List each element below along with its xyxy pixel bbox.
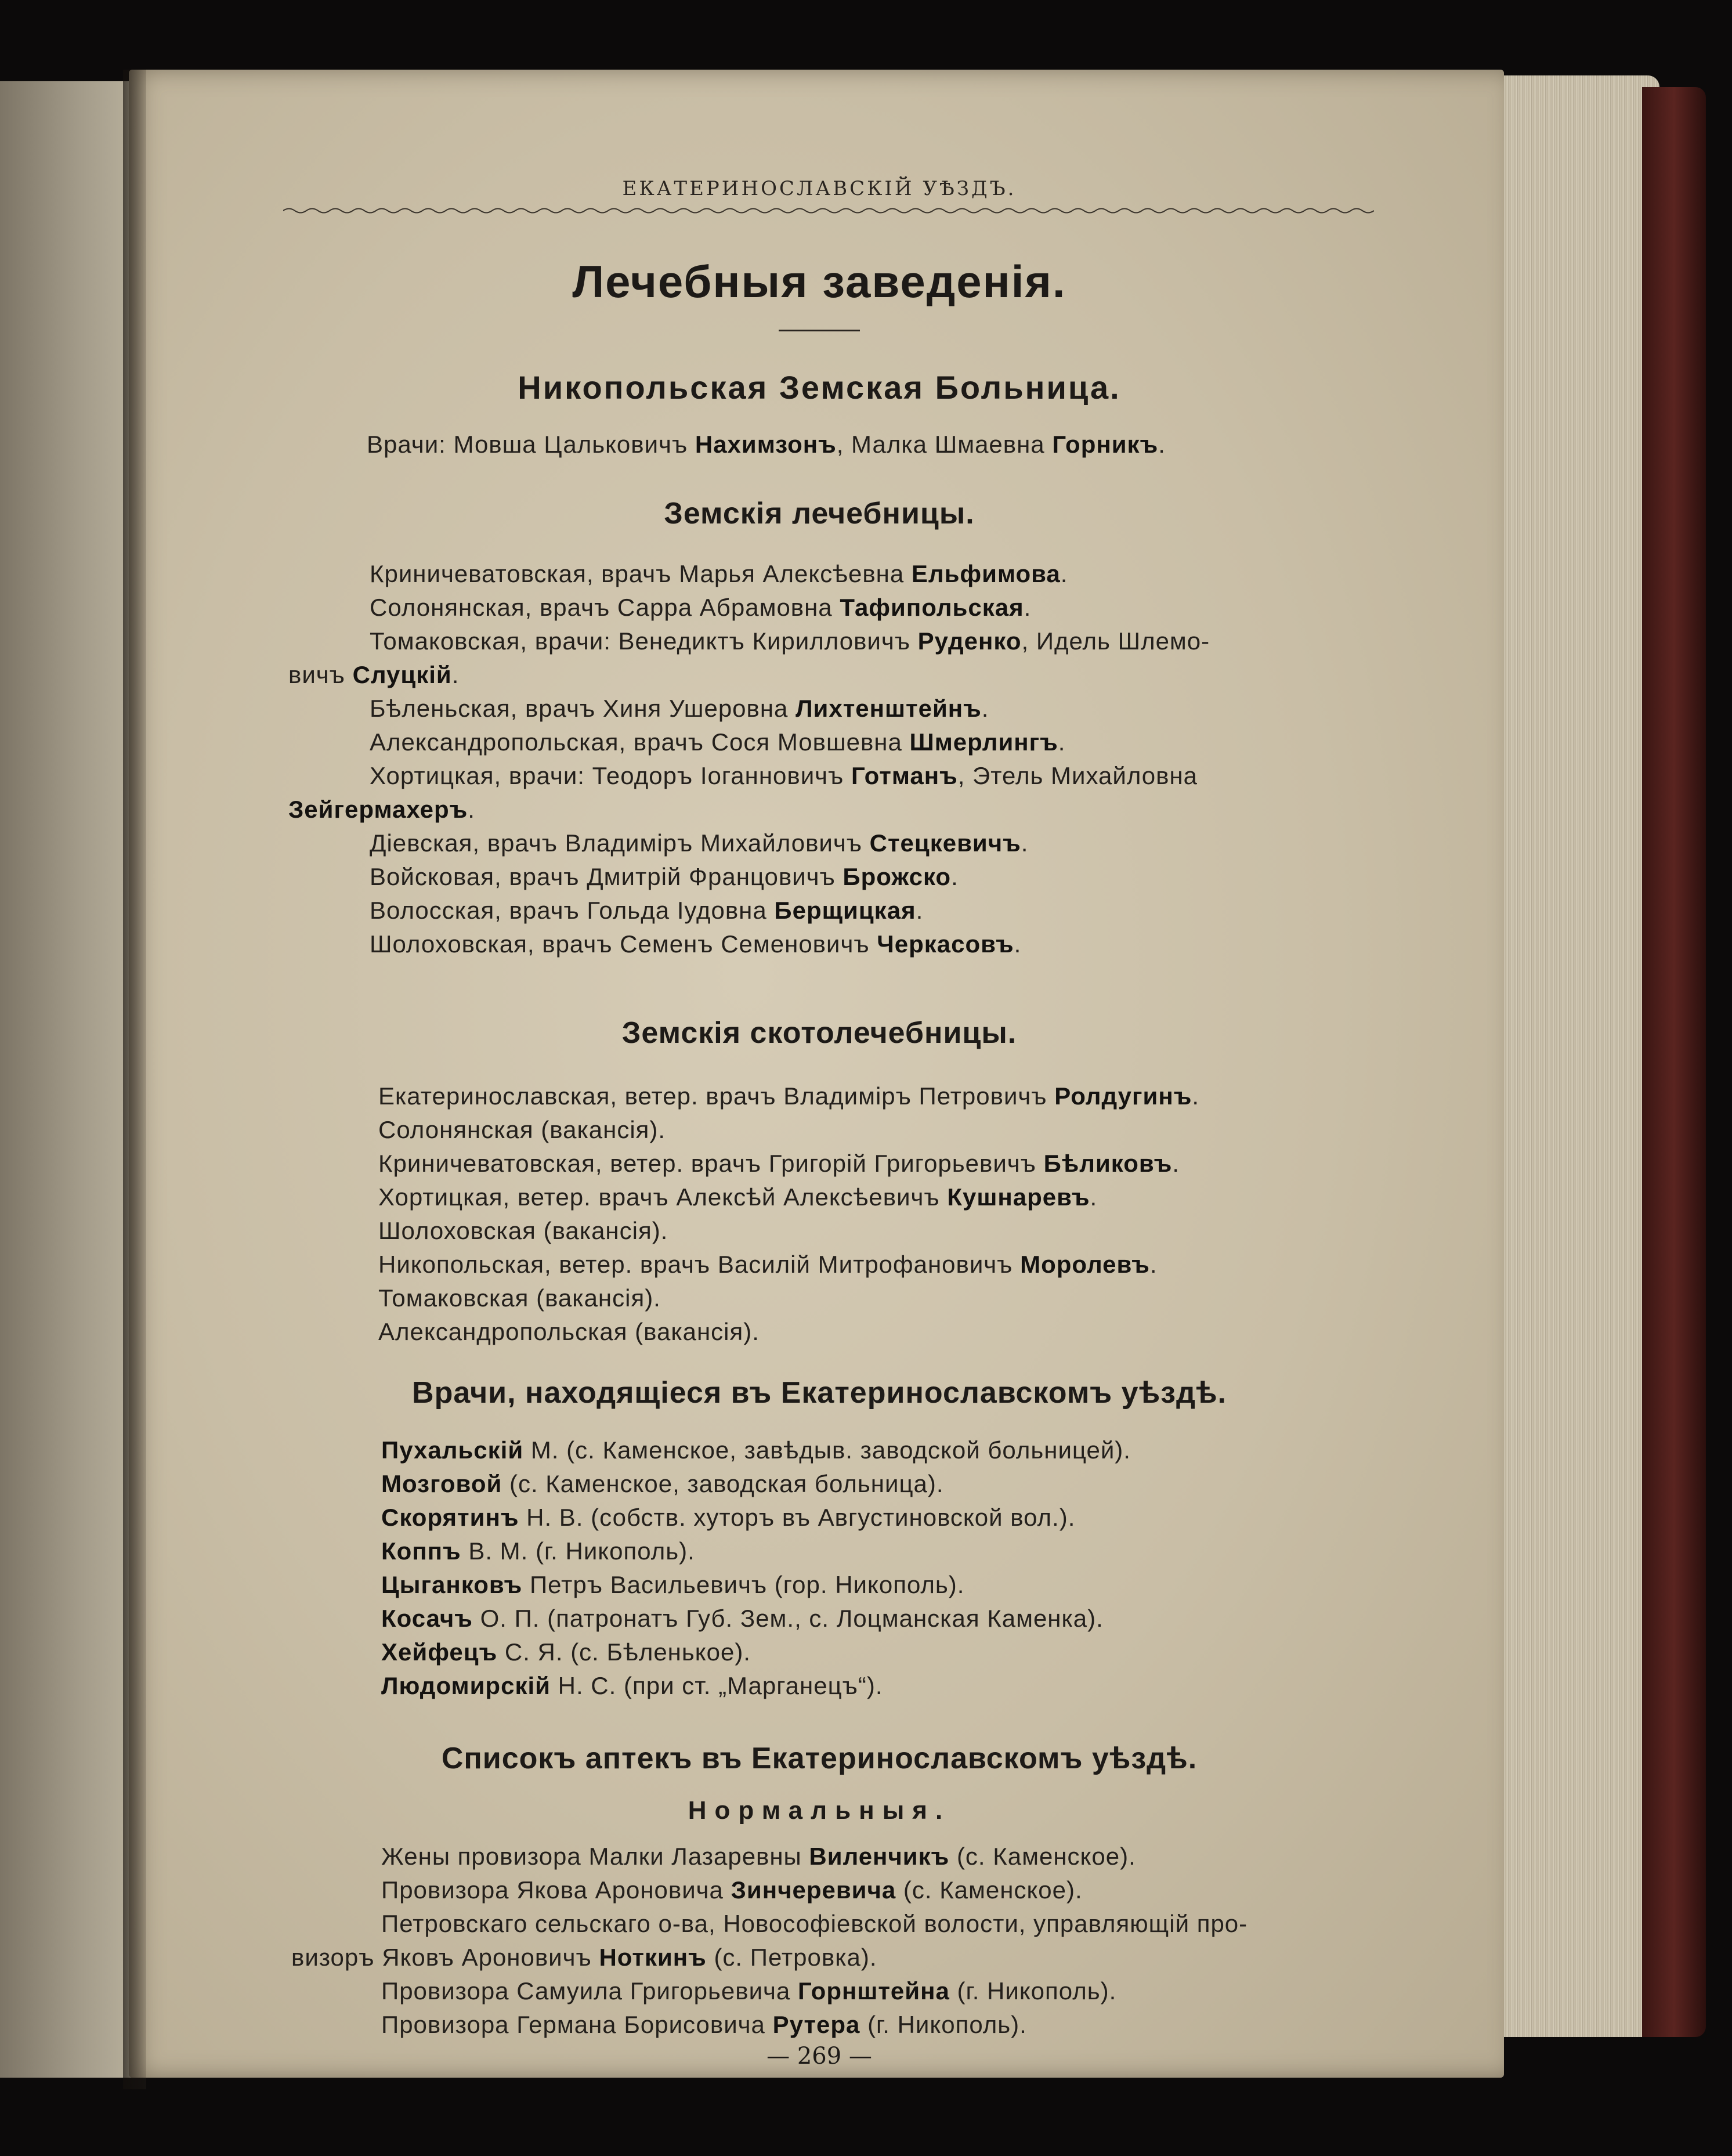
pharmacies-heading: Списокъ аптекъ въ Екатеринославскомъ уѣздѣ. [441,1742,1198,1775]
list-item: Діевская, врачъ Владиміръ Михайловичъ Стецкевичъ. [370,829,1029,857]
list-item: Людомирскій Н. С. (при ст. „Марганецъ“). [381,1672,883,1699]
list-item: Никопольская, ветер. врачъ Василій Митрофановичъ Моролевъ. [378,1251,1158,1278]
pharmacies-subheading: Нормальныя. [688,1796,951,1825]
vet-heading: Земскія скотолечебницы. [621,1016,1017,1050]
book-cover [1642,87,1706,2037]
list-item: Криничеватовская, ветер. врачъ Григорій Григорьевичъ Бѣликовъ. [378,1150,1180,1177]
list-item: Александропольская, врачъ Сося Мовшевна Шмерлингъ. [370,728,1066,756]
list-item: Провизора Якова Ароновича Зинчеревича (с. Каменское). [381,1876,1083,1904]
list-item: Мозговой (с. Каменское, заводская больница). [381,1470,944,1497]
list-item: Зейгермахеръ. [288,796,475,823]
list-item: Косачъ О. П. (патронатъ Губ. Зем., с. Лоцманская Каменка). [381,1605,1104,1632]
list-item: Войсковая, врачъ Дмитрій Францовичъ Брожско. [370,863,959,890]
list-item: Жены провизора Малки Лазаревны Виленчикъ (с. Каменское). [381,1843,1136,1870]
list-item: Цыганковъ Петръ Васильевичъ (гор. Никополь). [381,1571,965,1598]
wavy-rule [283,207,1374,215]
list-item: Шолоховская, врачъ Семенъ Семеновичъ Черкасовъ. [370,930,1022,958]
list-item: Солонянская, врачъ Сарра Абрамовна Тафипольская. [370,594,1032,621]
hospital-heading: Никопольская Земская Больница. [518,369,1121,406]
list-item: Томаковская, врачи: Венедиктъ Кирилловичъ Руденко, Идель Шлемо- [370,627,1210,655]
list-item: Волосская, врачъ Гольда Іудовна Берщицкая. [370,897,924,924]
list-item: Коппъ В. М. (г. Никополь). [381,1537,695,1565]
list-item: вичъ Слуцкій. [288,661,460,688]
list-item: Скорятинъ Н. В. (собств. хуторъ въ Августиновской вол.). [381,1504,1076,1531]
list-item: Томаковская (вакансія). [378,1284,661,1312]
left-page-edge [0,81,136,2078]
hospital-line: Врачи: Мовша Цальковичъ Нахимзонъ, Малка Шмаевна Горникъ. [367,431,1166,458]
doctors-heading: Врачи, находящіеся въ Екатеринославскомъ уѣздѣ. [412,1376,1227,1410]
list-item: визоръ Яковъ Ароновичъ Ноткинъ (с. Петровка). [291,1944,877,1971]
list-item: Криничеватовская, врачъ Марья Алексѣевна Ельфимова. [370,560,1068,587]
list-item: Александропольская (вакансія). [378,1318,760,1345]
list-item: Провизора Самуила Григорьевича Горнштейна (г. Никополь). [381,1977,1117,2005]
list-item: Бѣленьская, врачъ Хиня Ушеровна Лихтенштейнъ. [370,695,989,722]
list-item: Хейфецъ С. Я. (с. Бѣленькое). [381,1638,751,1666]
list-item: Шолоховская (вакансія). [378,1217,668,1244]
book-gutter-shadow [123,70,146,2089]
running-head: ЕКАТЕРИНОСЛАВСКІЙ УѢЗДЪ. [622,177,1017,200]
list-item: Провизора Германа Борисовича Рутера (г. Никополь). [381,2011,1027,2038]
list-item: Хортицкая, ветер. врачъ Алексѣй Алексѣевичъ Кушнаревъ. [378,1183,1098,1211]
book-page [129,70,1504,2078]
title-rule [779,330,860,331]
page-title: Лечебныя заведенія. [572,256,1066,307]
list-item: Солонянская (вакансія). [378,1116,666,1143]
list-item: Пухальскій М. (с. Каменское, завѣдыв. заводской больницей). [381,1436,1131,1464]
clinics-heading: Земскія лечебницы. [664,497,975,530]
list-item: Екатеринославская, ветер. врачъ Владиміръ Петровичъ Ролдугинъ. [378,1082,1199,1110]
page-stack-edges [1485,75,1659,2037]
list-item: Хортицкая, врачи: Теодоръ Іоганновичъ Готманъ, Этель Михайловна [370,762,1198,789]
list-item: Петровскаго сельскаго о-ва, Новософіевской волости, управляющій про- [381,1910,1248,1937]
page-number: — 269 — [766,2043,872,2070]
